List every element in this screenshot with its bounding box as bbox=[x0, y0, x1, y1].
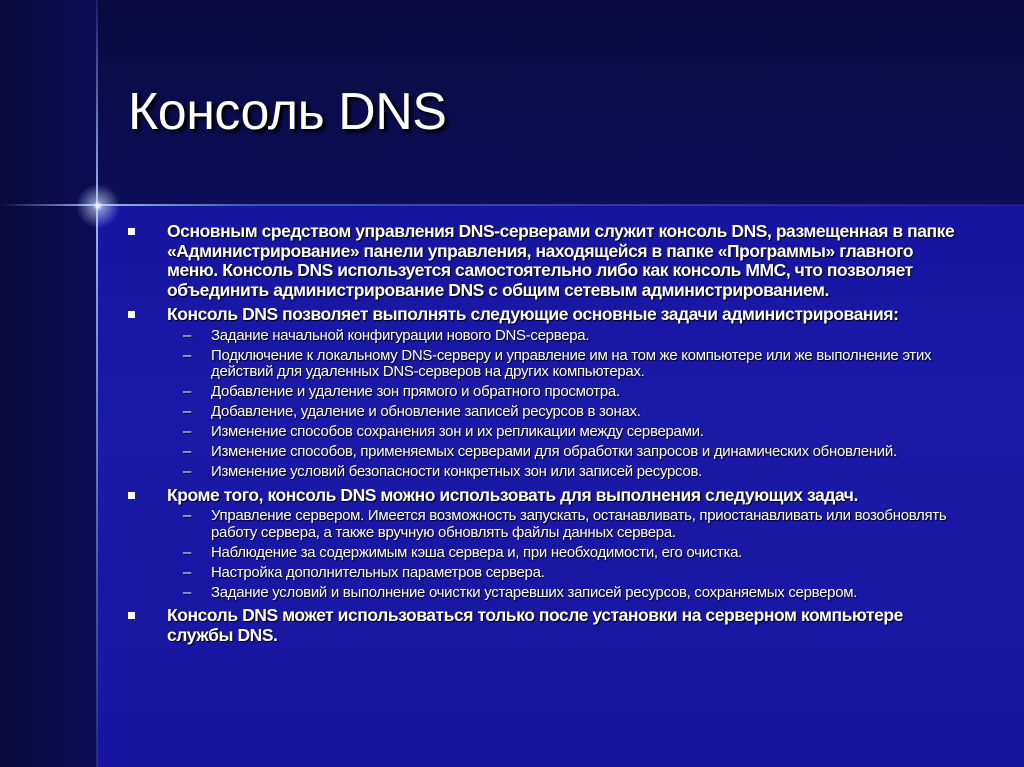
sub-item-text: Изменение способов, применяемых серверами для обработки запросов и динамических обновлений. bbox=[211, 443, 897, 460]
dash-marker: – bbox=[183, 346, 192, 364]
sub-item-text: Настройка дополнительных параметров сервера. bbox=[211, 563, 545, 581]
bullet-text: Кроме того, консоль DNS можно использовать для выполнения следующих задач. bbox=[167, 484, 858, 505]
sub-item-text: Подключение к локальному DNS-серверу и управление им на том же компьютере или же выполнение этих действий для удаленных DNS-серверов на других компьютерах. bbox=[211, 346, 932, 380]
horizontal-rule bbox=[0, 204, 1024, 206]
sub-item bbox=[167, 348, 968, 381]
bullet-item bbox=[128, 486, 968, 602]
dash-marker: – bbox=[183, 326, 192, 344]
slide-body bbox=[128, 222, 968, 650]
sub-item-text: Задание начальной конфигурации нового DNS-сервера. bbox=[211, 326, 590, 344]
dash-marker: – bbox=[183, 443, 192, 460]
sub-item-text: Наблюдение за содержимым кэша сервера и, при необходимости, его очистка. bbox=[211, 543, 743, 561]
square-bullet-icon bbox=[128, 612, 135, 619]
sub-list bbox=[167, 508, 968, 601]
dash-marker: – bbox=[183, 507, 192, 524]
sub-item bbox=[167, 424, 968, 441]
sub-item bbox=[167, 464, 968, 481]
vertical-rule bbox=[96, 0, 98, 767]
slide-title: Консоль DNS bbox=[128, 83, 447, 141]
sub-item-text: Изменение условий безопасности конкретных зон или записей ресурсов. bbox=[211, 463, 702, 480]
dash-marker: – bbox=[183, 583, 192, 601]
sub-item bbox=[167, 585, 968, 602]
bullet-item bbox=[128, 222, 968, 300]
square-bullet-icon bbox=[128, 311, 135, 318]
bullet-item bbox=[128, 606, 968, 645]
sub-item-text: Задание условий и выполнение очистки устаревших записей ресурсов, сохраняемых сервером. bbox=[211, 583, 858, 601]
sub-item bbox=[167, 328, 968, 345]
sub-item bbox=[167, 404, 968, 421]
sub-item bbox=[167, 508, 968, 541]
sub-item-text: Изменение способов сохранения зон и их репликации между серверами. bbox=[211, 423, 704, 440]
bullet-text: Основным средством управления DNS-серверами служит консоль DNS, размещенная в папке «Администрирование» панели управления, находящейся в папке «Программы» главного меню. Консоль DNS используется самостоятельно либо как консоль MMC, что позволяет объединить администрирование DNS с общим сетевым администрированием. bbox=[167, 221, 955, 300]
sub-list bbox=[167, 328, 968, 481]
sub-item-text: Управление сервером. Имеется возможность запускать, останавливать, приостанавливать или возобновлять работу сервера, а также вручную обновлять файлы данных сервера. bbox=[211, 507, 947, 541]
dash-marker: – bbox=[183, 563, 192, 581]
square-bullet-icon bbox=[128, 228, 135, 235]
sub-item bbox=[167, 565, 968, 582]
dash-marker: – bbox=[183, 403, 192, 420]
sub-item bbox=[167, 444, 968, 461]
sub-item-text: Добавление и удаление зон прямого и обратного просмотра. bbox=[211, 383, 620, 400]
sub-item bbox=[167, 384, 968, 401]
dash-marker: – bbox=[183, 543, 192, 561]
dash-marker: – bbox=[183, 383, 192, 400]
left-band bbox=[0, 0, 97, 767]
sub-item-text: Добавление, удаление и обновление записей ресурсов в зонах. bbox=[211, 403, 641, 420]
sub-item bbox=[167, 545, 968, 562]
bullet-text: Консоль DNS может использоваться только после установки на серверном компьютере службы DNS. bbox=[167, 605, 903, 645]
bullet-text: Консоль DNS позволяет выполнять следующие основные задачи администрирования: bbox=[167, 304, 899, 324]
square-bullet-icon bbox=[128, 492, 135, 499]
dash-marker: – bbox=[183, 463, 192, 480]
sparkle-icon bbox=[73, 181, 123, 231]
bullet-item bbox=[128, 305, 968, 481]
dash-marker: – bbox=[183, 423, 192, 440]
